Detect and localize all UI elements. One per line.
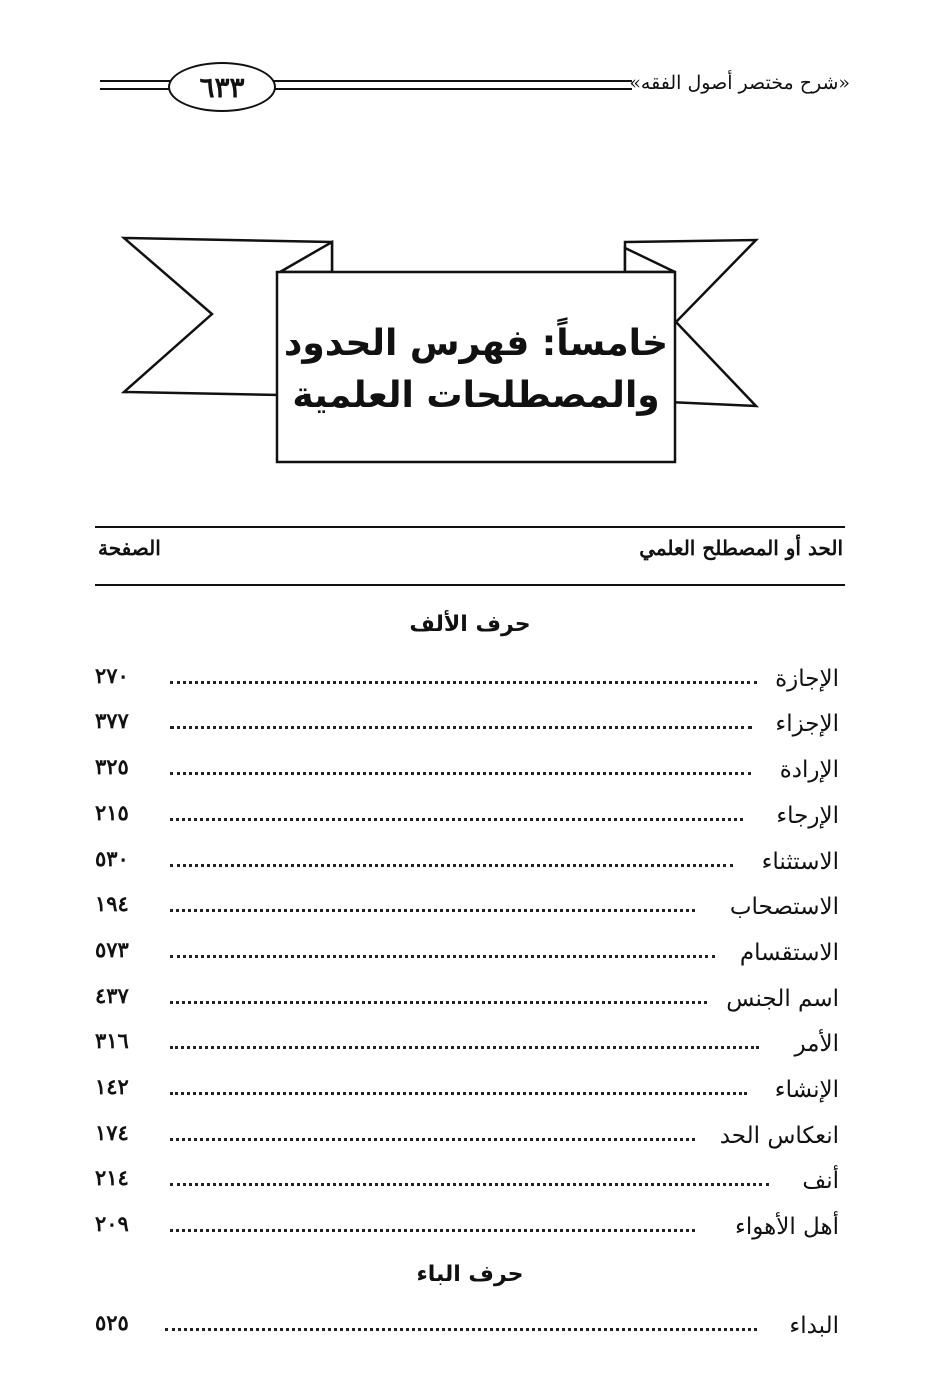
index-page: ٣٢٥ <box>95 754 129 779</box>
index-term: الإجزاء <box>775 711 839 737</box>
index-row <box>95 976 845 1016</box>
section-title-baa: حرف الباء <box>416 1262 524 1287</box>
dot-leader <box>170 909 695 912</box>
index-term: الإرجاء <box>776 803 839 829</box>
index-row <box>95 701 845 741</box>
index-page: ١٤٢ <box>95 1074 129 1099</box>
index-row <box>95 747 845 787</box>
index-term: الاستثناء <box>761 849 839 875</box>
page-column-header: الصفحة <box>98 536 161 560</box>
index-term: انعكاس الحد <box>719 1123 839 1149</box>
section-title-alef: حرف الألف <box>409 612 531 637</box>
dot-leader <box>165 1328 757 1331</box>
index-row <box>95 839 845 879</box>
dot-leader <box>170 726 752 729</box>
index-page: ٥٧٣ <box>95 937 129 962</box>
index-page: ٢٧٠ <box>95 663 129 688</box>
dot-leader <box>170 864 733 867</box>
book-title: «شرح مختصر أصول الفقه» <box>629 72 850 94</box>
index-page: ٣٧٧ <box>95 708 129 733</box>
banner-title-line1: خامساً: فهرس الحدود <box>283 323 669 364</box>
index-page: ٢١٥ <box>95 800 129 825</box>
index-row <box>95 1204 845 1244</box>
dot-leader <box>170 681 757 684</box>
index-page: ١٧٤ <box>95 1120 129 1145</box>
index-term: الإنشاء <box>774 1077 839 1103</box>
index-term: اسم الجنس <box>726 986 839 1012</box>
index-row <box>95 884 845 924</box>
index-row <box>95 930 845 970</box>
index-page: ٢٠٩ <box>95 1211 129 1236</box>
index-page: ٣١٦ <box>95 1028 129 1053</box>
dot-leader <box>170 772 751 775</box>
header-rule-left <box>100 80 172 93</box>
index-row <box>95 1067 845 1107</box>
index-row <box>95 1303 845 1343</box>
index-row <box>95 1158 845 1198</box>
dot-leader <box>170 1001 707 1004</box>
dot-leader <box>170 1092 747 1095</box>
index-page: ٤٣٧ <box>95 983 129 1008</box>
page-number-badge: ٦٣٣ <box>168 62 276 112</box>
dot-leader <box>170 1229 695 1232</box>
index-term: أهل الأهواء <box>735 1214 839 1240</box>
banner-title <box>278 318 674 422</box>
index-term: الإجازة <box>775 666 839 692</box>
dot-leader <box>170 1138 695 1141</box>
index-page: ٥٢٥ <box>95 1310 129 1335</box>
table-top-rule <box>95 526 845 528</box>
index-term: الاستقسام <box>739 940 839 966</box>
dot-leader <box>170 1046 759 1049</box>
index-row <box>95 793 845 833</box>
index-term: أنف <box>802 1168 839 1194</box>
index-page: ٢١٤ <box>95 1165 129 1190</box>
running-header <box>100 62 850 118</box>
index-row <box>95 1021 845 1061</box>
index-row <box>95 1113 845 1153</box>
index-term: الاستصحاب <box>729 894 839 920</box>
table-header-rule <box>95 584 845 586</box>
index-term: البداء <box>789 1313 839 1339</box>
banner-title-line2: والمصطلحات العلمية <box>292 375 660 416</box>
dot-leader <box>170 955 715 958</box>
index-page: ٥٣٠ <box>95 846 129 871</box>
dot-leader <box>170 1183 769 1186</box>
index-term: الإرادة <box>779 757 839 783</box>
term-column-header: الحد أو المصطلح العلمي <box>639 536 843 560</box>
dot-leader <box>170 818 743 821</box>
header-rule-right <box>270 80 632 93</box>
index-term: الأمر <box>794 1031 839 1057</box>
index-page: ١٩٤ <box>95 891 129 916</box>
index-row <box>95 656 845 696</box>
